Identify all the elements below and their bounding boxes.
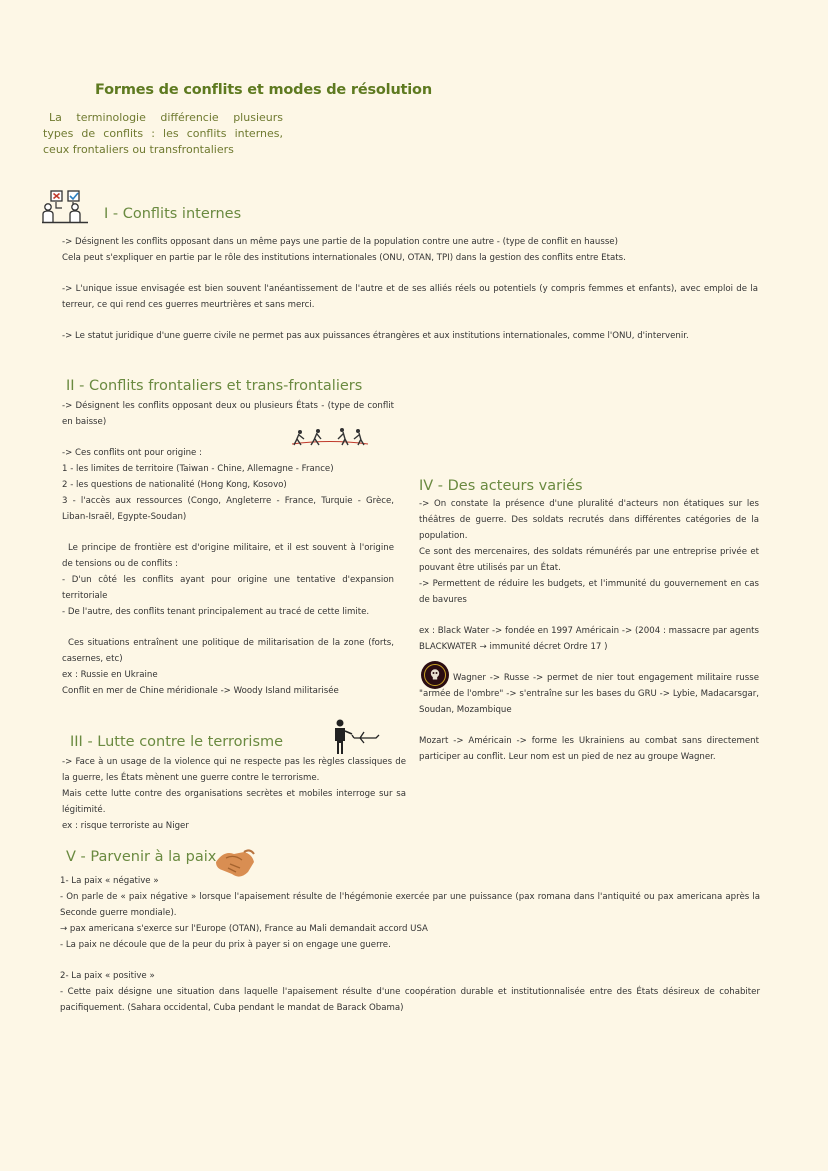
section-1-paragraph: -> Le statut juridique d'une guerre civile ne permet pas aux puissances étrangères et aux institutions internationales, comme l'ONU, d'intervenir. [62,331,689,341]
section-5-subheading: 1- La paix « négative » [60,876,159,886]
section-2-example: ex : Russie en Ukraine [62,670,158,680]
section-4-body [419,496,759,765]
section-5-paragraph: → pax americana s'exerce sur l'Europe (OTAN), France au Mali demandait accord USA [60,924,428,934]
section-1-paragraph: -> L'unique issue envisagée est bien souvent l'anéantissement de l'autre et de ses alliés réels ou potentiels (y compris femmes et enfants), avec emploi de la terreur, ce qui rend ces guerres meurtrières et sans merci. [62,284,758,310]
section-2-heading: II - Conflits frontaliers et trans-frontaliers [66,378,363,394]
section-4-heading: IV - Des acteurs variés [419,478,583,494]
section-2-paragraph: - De l'autre, des conflits tenant principalement au tracé de cette limite. [62,607,370,617]
tug-of-war-icon [290,425,370,447]
section-5-paragraph: - La paix ne découle que de la peur du prix à payer si on engage une guerre. [60,940,391,950]
intro-text [43,110,283,158]
section-4-paragraph: Ce sont des mercenaires, des soldats rémunérés par une entreprise privée et pouvant être utilisés par un État. [419,547,759,573]
section-4-wagner: Wagner -> Russe -> permet de nier tout engagement militaire russe "armée de l'ombre" -> s'entraîne sur les bases du GRU -> Lybie, Madacarsgar, Soudan, Mozambique [419,673,759,715]
wagner-emblem-icon [420,660,450,690]
section-2-paragraph: -> Ces conflits ont pour origine : [62,448,202,458]
section-2-list-item: 1 - les limites de territoire (Taiwan - Chine, Allemagne - France) [62,464,334,474]
section-2-paragraph: Ces situations entraînent une politique de militarisation de la zone (forts, casernes, etc) [62,638,394,664]
section-3-body [62,754,406,834]
section-2-paragraph: - D'un côté les conflits ayant pour origine une tentative d'expansion territoriale [62,575,394,601]
section-1-heading: I - Conflits internes [104,206,242,222]
intro-paragraph: La terminologie différencie plusieurs types de conflits : les conflits internes, ceux frontaliers ou transfrontaliers [43,111,283,156]
section-3-example: ex : risque terroriste au Niger [62,821,189,831]
section-3-paragraph: -> Face à un usage de la violence qui ne respecte pas les règles classiques de la guerre, les États mènent une guerre contre le terrorisme. [62,757,406,783]
section-2-list-item: 2 - les questions de nationalité (Hong Kong, Kosovo) [62,480,287,490]
section-5-paragraph: - On parle de « paix négative » lorsque l'apaisement résulte de l'hégémonie exercée par une puissance (pax romana dans l'antiquité ou pax americana après la Seconde guerre mondiale). [60,892,760,918]
section-4-mozart: Mozart -> Américain -> forme les Ukrainiens au combat sans directement participer au conflit. Leur nom est un pied de nez au groupe Wagner. [419,736,759,762]
section-1-body [62,234,758,344]
section-3-paragraph: Mais cette lutte contre des organisations secrètes et mobiles interroge sur sa légitimité. [62,789,406,815]
page-title: Formes de conflits et modes de résolution [95,82,432,98]
section-1-paragraph: -> Désignent les conflits opposant dans un même pays une partie de la population contre une autre - (type de conflit en hausse) [62,237,618,247]
election-boxes-icon [42,190,88,224]
section-2-example: Conflit en mer de Chine méridionale -> Woody Island militarisée [62,686,339,696]
section-4-paragraph: -> Permettent de réduire les budgets, et l'immunité du gouvernement en cas de bavures [419,579,759,605]
section-5-heading: V - Parvenir à la paix [66,849,217,865]
section-2-list-item: 3 - l'accès aux ressources (Congo, Angleterre - France, Turquie - Grèce, Liban-Israël, Egypte-Soudan) [62,496,394,522]
section-3-heading: III - Lutte contre le terrorisme [70,734,284,750]
section-5-subheading: 2- La paix « positive » [60,971,155,981]
section-5-body [60,873,760,1016]
section-1-paragraph: Cela peut s'expliquer en partie par le rôle des institutions internationales (ONU, OTAN, TPI) dans la gestion des conflits entre Etats. [62,253,626,263]
section-2-paragraph: -> Désignent les conflits opposant deux ou plusieurs États - (type de conflit en baisse) [62,401,394,427]
section-4-example: ex : Black Water -> fondée en 1997 Américain -> (2004 : massacre par agents BLACKWATER → immunité décret Ordre 17 ) [419,626,759,652]
section-5-paragraph: - Cette paix désigne une situation dans laquelle l'apaisement résulte d'une coopération durable et institutionnalisée entre des États désireux de cohabiter pacifiquement. (Sahara occidental, Cuba pendant le mandat de Barack Obama) [60,987,760,1013]
soldier-aircraft-icon [330,718,380,756]
section-4-paragraph: -> On constate la présence d'une pluralité d'acteurs non étatiques sur les théâtres de guerre. Des soldats recrutés dans différentes catégories de la population. [419,499,759,541]
section-2-paragraph: Le principe de frontière est d'origine militaire, et il est souvent à l'origine de tensions ou de conflits : [62,543,394,569]
